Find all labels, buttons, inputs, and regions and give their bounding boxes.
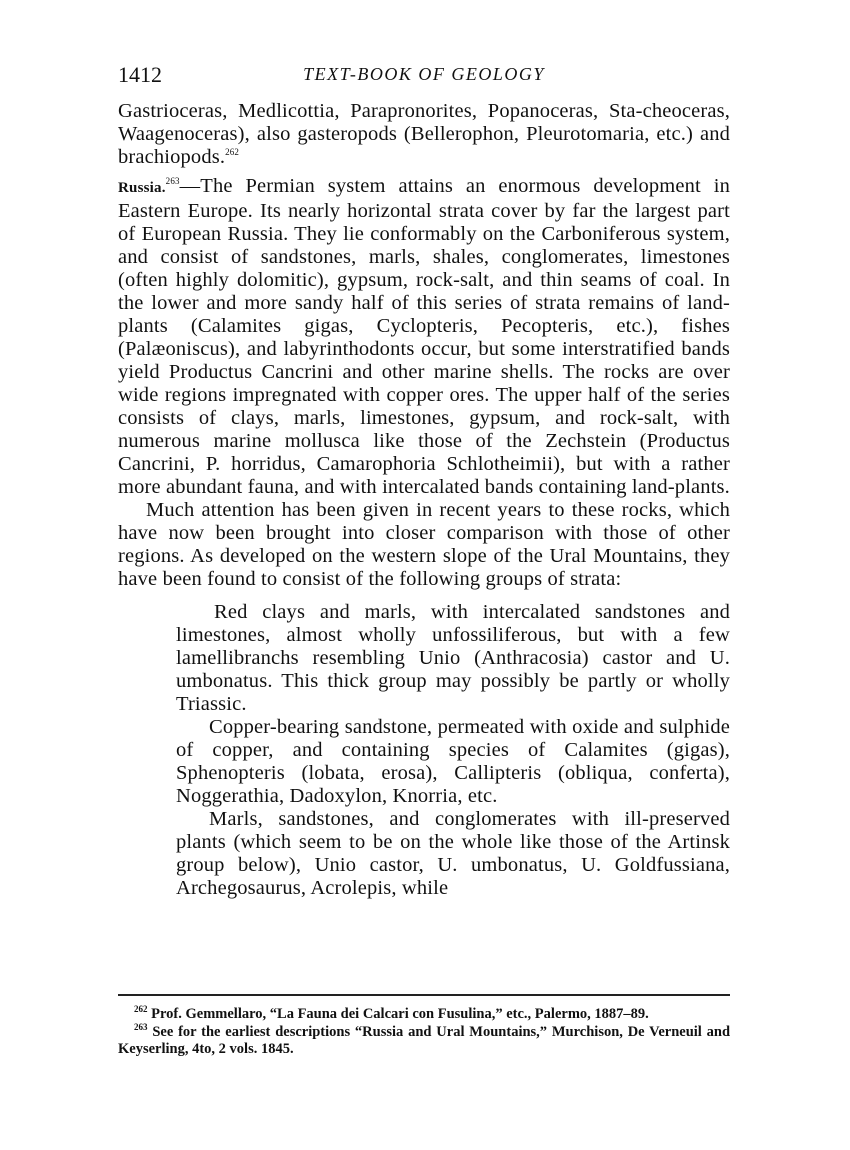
strata-item-marls: Marls, sandstones, and conglomerates with ill-preserved plants (which seem to be on the whole like those of the Artinsk group below), Unio castor, U. umbonatus, U. Goldfussiana, Archegosaurus, Acrolepis, while [176,808,730,899]
attention-paragraph: Much attention has been given in recent years to these rocks, which have now been brought into closer comparison with those of other regions. As developed on the western slope of the Ural Mountains, they have been found to consist of the following groups of strata: [118,499,730,590]
footnote-text: Prof. Gemmellaro, “La Fauna dei Calcari con Fusulina,” etc., Palermo, 1887–89. [151,1006,649,1022]
page-header [118,62,730,88]
section-heading-russia: Russia. [118,180,166,196]
russia-paragraph [118,175,730,499]
footnote-text: See for the earliest descriptions “Russia and Ural Mountains,” Murchison, De Verneuil and Keyserling, 4to, 2 vols. 1845. [118,1023,731,1057]
footnote-262 [118,1006,730,1024]
footnote-mark: 263 [134,1021,148,1032]
heading-dash: — [179,175,201,197]
intro-paragraph [118,100,730,169]
running-title: TEXT-BOOK OF GEOLOGY [303,64,545,84]
page-number: 1412 [118,62,162,87]
intro-text: Gastrioceras, Medlicottia, Parapronorites, Popanoceras, Sta-cheoceras, Waagenoceras), also gasteropods (Bellerophon, Pleurotomaria, etc.) and brachiopods. [118,100,730,168]
footnote-divider [118,994,730,996]
footnote-ref-263: 263 [165,176,180,187]
strata-item-copper-sandstone: Copper-bearing sandstone, permeated with oxide and sulphide of copper, and containing species of Calamites (gigas), Sphenopteris (lobata, erosa), Callipteris (obliqua, conferta), Noggerathia, Dadoxylon, Knorria, etc. [176,716,730,807]
footnote-263 [118,1021,731,1059]
footnote-mark: 262 [134,1004,148,1015]
footnote-ref-262: 262 [225,147,240,158]
body-text [118,100,730,900]
strata-item-red-clays: Red clays and marls, with intercalated sandstones and limestones, almost wholly unfossiliferous, but with a few lamellibranchs resembling Unio (Anthracosia) castor and U. umbonatus. This thick group may possibly be partly or wholly Triassic. [176,601,730,715]
footnotes [118,1006,730,1059]
russia-text: The Permian system attains an enormous development in Eastern Europe. Its nearly horizontal strata cover by far the largest part of European Russia. They lie conformably on the Carboniferous system, and consist of sandstones, marls, shales, conglomerates, limestones (often highly dolomitic), gypsum, rock-salt, and thin seams of coal. In the lower and more sandy half of this series of strata remains of land-plants (Calamites gigas, Cyclopteris, Pecopteris, etc.), fishes (Palæoniscus), and labyrinthodonts occur, but some interstratified bands yield Productus Cancrini and other marine shells. The rocks are over wide regions impregnated with copper ores. The upper half of the series consists of clays, marls, limestones, gypsum, and rock-salt, with numerous marine mollusca like those of the Zechstein (Productus Cancrini, P. horridus, Camarophoria Schlotheimii), but with a rather more abundant fauna, and with intercalated bands containing land-plants. [118,175,730,498]
strata-list [118,601,730,900]
